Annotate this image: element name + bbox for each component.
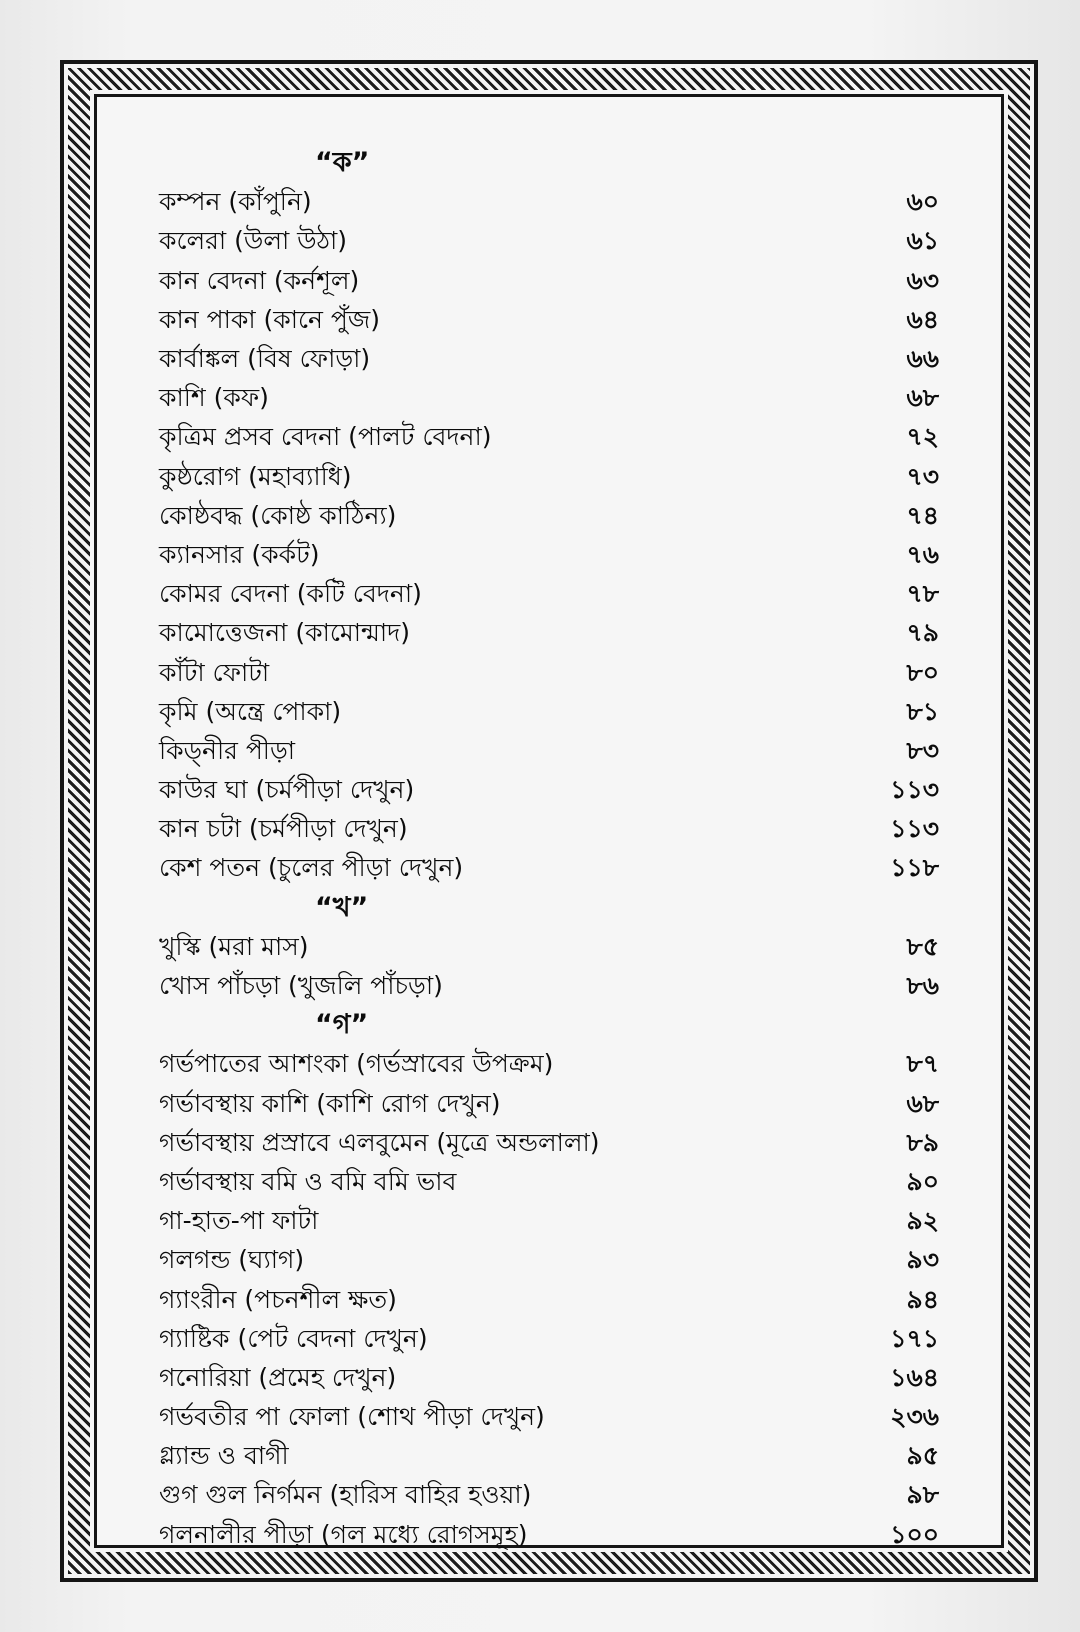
index-entry	[145, 654, 953, 693]
entry-page-number: ৯০	[906, 1166, 939, 1196]
index-entry	[145, 498, 953, 537]
entry-label: কেশ পতন (চুলের পীড়া দেখুন)	[159, 853, 464, 883]
entry-page-number: ৬১	[906, 226, 939, 256]
entry-page-number: ৬৩	[906, 265, 939, 295]
index-entry	[145, 1086, 953, 1125]
entry-label: কৃমি (অন্ত্রে পোকা)	[159, 696, 342, 726]
entry-label: গলগন্ড (ঘ্যাগ)	[159, 1245, 305, 1275]
index-entry	[145, 1477, 953, 1516]
section-heading: “খ”	[315, 891, 369, 923]
index-entry	[145, 263, 953, 302]
entry-label: কম্পন (কাঁপুনি)	[159, 187, 312, 217]
index-entry	[145, 341, 953, 380]
entry-label: কাঁটা ফোটা	[159, 657, 270, 687]
entry-page-number: ৮১	[906, 696, 939, 726]
index-entry	[145, 1438, 953, 1477]
entry-page-number: ১১৩	[890, 775, 939, 805]
entry-label: কার্বাঙ্কল (বিষ ফোড়া)	[159, 344, 371, 374]
entry-label: গর্ভাবস্থায় প্রস্রাবে এলবুমেন (মূত্রে অন্ডলালা)	[159, 1127, 600, 1157]
entry-label: গ্যাষ্টিক (পেট বেদনা দেখুন)	[159, 1323, 428, 1353]
entry-label: গর্ভাবস্থায় কাশি (কাশি রোগ দেখুন)	[159, 1088, 501, 1118]
entry-page-number: ২৩৬	[890, 1402, 939, 1432]
index-entry	[145, 1046, 953, 1085]
index-entry	[145, 576, 953, 615]
entry-label: গ্ল্যান্ড ও বাগী	[159, 1441, 289, 1471]
entry-page-number: ৭৯	[906, 618, 939, 648]
entry-label: কলেরা (উলা উঠা)	[159, 226, 348, 256]
entry-page-number: ৬০	[906, 187, 939, 217]
entry-page-number: ৮৭	[906, 1049, 939, 1079]
entry-page-number: ৮৬	[906, 971, 939, 1001]
entry-page-number: ৭৪	[906, 500, 939, 530]
index-entry	[145, 1399, 953, 1438]
entry-page-number: ১৬৪	[890, 1362, 939, 1392]
entry-label: কিড্নীর পীড়া	[159, 735, 296, 765]
entry-page-number: ১৭১	[890, 1323, 939, 1353]
index-entry	[145, 419, 953, 458]
entry-label: গর্ভবতীর পা ফোলা (শোথ পীড়া দেখুন)	[159, 1402, 545, 1432]
entry-page-number: ৭৩	[906, 461, 939, 491]
entry-page-number: ৯৪	[906, 1284, 939, 1314]
index-entry	[145, 1360, 953, 1399]
entry-label: খুস্কি (মরা মাস)	[159, 931, 309, 961]
entry-page-number: ৬৮	[906, 1088, 939, 1118]
entry-label: গর্ভপাতের আশংকা (গর্ভস্রাবের উপক্রম)	[159, 1049, 554, 1079]
section-heading: “গ”	[315, 1009, 369, 1041]
index-entry	[145, 615, 953, 654]
index-entry	[145, 968, 953, 1007]
entry-label: কান বেদনা (কর্নশূল)	[159, 265, 360, 295]
entry-page-number: ৮৩	[906, 735, 939, 765]
entry-page-number: ৮৫	[906, 931, 939, 961]
index-entry	[145, 772, 953, 811]
index-entry	[145, 929, 953, 968]
index-entry	[145, 302, 953, 341]
entry-page-number: ১১৩	[890, 814, 939, 844]
entry-label: ক্যানসার (কর্কট)	[159, 539, 320, 569]
index-entry	[145, 1242, 953, 1281]
entry-page-number: ৯৩	[906, 1245, 939, 1275]
entry-label: কোমর বেদনা (কটি বেদনা)	[159, 579, 422, 609]
entry-label: কাশি (কফ)	[159, 383, 269, 413]
entry-label: কৃত্রিম প্রসব বেদনা (পালট বেদনা)	[159, 422, 492, 452]
entry-page-number: ১০০	[890, 1519, 939, 1549]
index-entry	[145, 459, 953, 498]
entry-label: কামোত্তেজনা (কামোন্মাদ)	[159, 618, 411, 648]
entry-page-number: ৮০	[906, 657, 939, 687]
entry-page-number: ৬৬	[906, 344, 939, 374]
entry-page-number: ৬৮	[906, 383, 939, 413]
index-entry	[145, 733, 953, 772]
entry-label: কুষ্ঠরোগ (মহাব্যাধি)	[159, 461, 352, 491]
entry-page-number: ৯৮	[906, 1480, 939, 1510]
index-entry	[145, 1203, 953, 1242]
index-entry	[145, 694, 953, 733]
entry-label: কান পাকা (কানে পুঁজ)	[159, 304, 381, 334]
entry-page-number: ৭২	[906, 422, 939, 452]
entry-label: গা-হাত-পা ফাটা	[159, 1206, 319, 1236]
index-panel	[94, 94, 1004, 1548]
index-entry	[145, 1125, 953, 1164]
index-entry	[145, 537, 953, 576]
index-entry	[145, 1321, 953, 1360]
entry-label: গর্ভাবস্থায় বমি ও বমি বমি ভাব	[159, 1166, 457, 1196]
index-entry	[145, 850, 953, 889]
index-entry	[145, 1517, 953, 1556]
index-entry	[145, 1164, 953, 1203]
index-entry	[145, 1281, 953, 1320]
entry-label: গ্যাংরীন (পচনশীল ক্ষত)	[159, 1284, 397, 1314]
entry-page-number: ৭৮	[906, 579, 939, 609]
entry-page-number: ৮৯	[906, 1127, 939, 1157]
index-entry	[145, 184, 953, 223]
entry-label: খোস পাঁচড়া (খুজলি পাঁচড়া)	[159, 971, 443, 1001]
entry-label: গুগ গুল নির্গমন (হারিস বাহির হওয়া)	[159, 1480, 532, 1510]
entry-label: গলনালীর পীড়া (গল মধ্যে রোগসমূহ)	[159, 1519, 528, 1549]
index-entry	[145, 811, 953, 850]
decorative-border	[60, 60, 1038, 1582]
entry-page-number: ৯৫	[906, 1441, 939, 1471]
entry-page-number: ৬৪	[906, 304, 939, 334]
entry-page-number: ১১৮	[890, 853, 939, 883]
entry-page-number: ৯২	[906, 1206, 939, 1236]
entry-label: গনোরিয়া (প্রমেহ দেখুন)	[159, 1362, 397, 1392]
entry-label: কাউর ঘা (চর্মপীড়া দেখুন)	[159, 775, 415, 805]
index-entry	[145, 223, 953, 262]
index-list	[145, 145, 953, 1556]
index-entry	[145, 380, 953, 419]
section-heading: “ক”	[315, 147, 370, 179]
entry-label: কোষ্ঠবদ্ধ (কোষ্ঠ কাঠিন্য)	[159, 500, 397, 530]
entry-page-number: ৭৬	[906, 539, 939, 569]
entry-label: কান চটা (চর্মপীড়া দেখুন)	[159, 814, 408, 844]
